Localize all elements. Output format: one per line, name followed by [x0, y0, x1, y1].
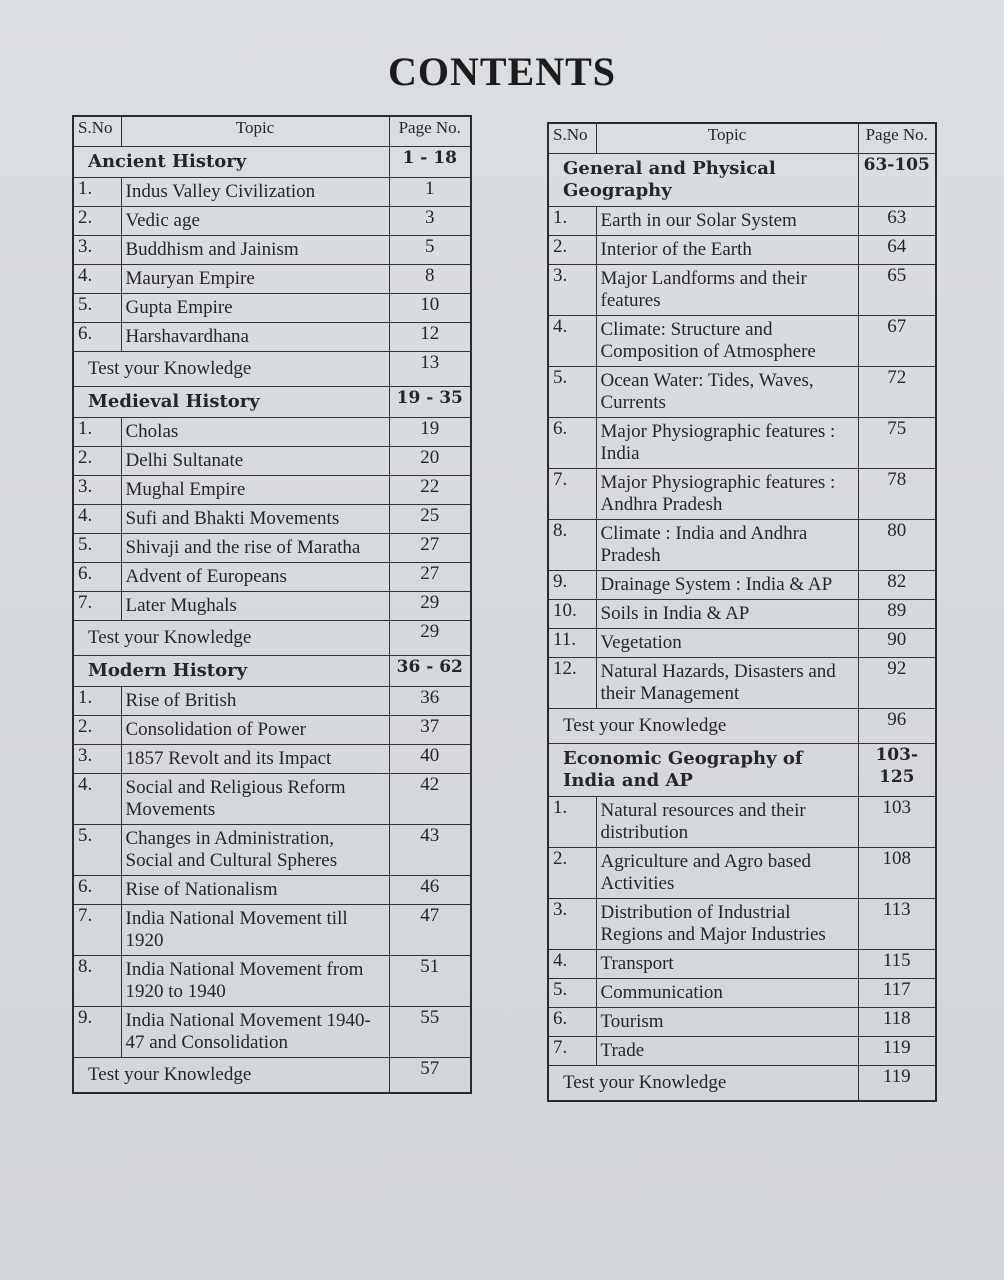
section-pages: 19 - 35: [389, 386, 471, 417]
toc-row: [73, 475, 471, 504]
row-page: 103: [858, 796, 936, 847]
row-topic: 1857 Revolt and its Impact: [121, 744, 389, 773]
toc-row: [548, 978, 936, 1007]
section-title: Medieval History: [73, 386, 389, 417]
row-number: 7.: [73, 904, 121, 955]
row-number: 9.: [548, 570, 596, 599]
toc-row: [73, 562, 471, 591]
row-page: 108: [858, 847, 936, 898]
sno-header: S.No: [73, 116, 121, 146]
section-row: [548, 153, 936, 206]
row-page: 75: [858, 417, 936, 468]
row-number: 12.: [548, 657, 596, 708]
test-knowledge-label: Test your Knowledge: [73, 620, 389, 655]
toc-row: [548, 315, 936, 366]
row-topic: Major Physiographic features : Andhra Pradesh: [596, 468, 858, 519]
row-number: 3.: [73, 744, 121, 773]
row-topic: Ocean Water: Tides, Waves, Currents: [596, 366, 858, 417]
row-number: 3.: [73, 235, 121, 264]
row-page: 10: [389, 293, 471, 322]
row-topic: Trade: [596, 1036, 858, 1065]
row-number: 4.: [548, 315, 596, 366]
toc-row: [73, 235, 471, 264]
page-title: CONTENTS: [387, 49, 617, 94]
toc-row: [548, 1036, 936, 1065]
row-page: 72: [858, 366, 936, 417]
row-number: 7.: [548, 1036, 596, 1065]
row-page: 119: [858, 1036, 936, 1065]
row-page: 29: [389, 591, 471, 620]
row-page: 46: [389, 875, 471, 904]
contents-table-left: [72, 115, 472, 1094]
toc-row: [548, 1007, 936, 1036]
row-page: 1: [389, 177, 471, 206]
row-page: 37: [389, 715, 471, 744]
toc-row: [548, 206, 936, 235]
toc-row: [73, 533, 471, 562]
test-knowledge-page: 13: [389, 351, 471, 386]
row-topic: Advent of Europeans: [121, 562, 389, 591]
section-row: [73, 655, 471, 686]
row-page: 82: [858, 570, 936, 599]
row-number: 9.: [73, 1006, 121, 1057]
toc-row: [548, 847, 936, 898]
test-row: [548, 1065, 936, 1101]
toc-row: [73, 177, 471, 206]
row-page: 27: [389, 533, 471, 562]
row-topic: Buddhism and Jainism: [121, 235, 389, 264]
toc-row: [73, 686, 471, 715]
page-header: Page No.: [858, 123, 936, 153]
row-number: 4.: [548, 949, 596, 978]
row-topic: Soils in India & AP: [596, 599, 858, 628]
row-page: 25: [389, 504, 471, 533]
section-pages: 63-105: [858, 153, 936, 206]
row-page: 42: [389, 773, 471, 824]
toc-row: [548, 628, 936, 657]
row-topic: Consolidation of Power: [121, 715, 389, 744]
row-topic: Vegetation: [596, 628, 858, 657]
row-page: 65: [858, 264, 936, 315]
test-row: [548, 708, 936, 743]
row-page: 43: [389, 824, 471, 875]
row-number: 5.: [73, 824, 121, 875]
header-row: [548, 123, 936, 153]
row-number: 1.: [73, 686, 121, 715]
toc-row: [548, 235, 936, 264]
topic-header: Topic: [596, 123, 858, 153]
test-row: [73, 620, 471, 655]
section-pages: 103-125: [858, 743, 936, 796]
row-number: 7.: [548, 468, 596, 519]
row-page: 55: [389, 1006, 471, 1057]
row-number: 10.: [548, 599, 596, 628]
row-topic: Rise of Nationalism: [121, 875, 389, 904]
toc-row: [73, 773, 471, 824]
row-topic: Earth in our Solar System: [596, 206, 858, 235]
row-topic: Natural resources and their distribution: [596, 796, 858, 847]
row-page: 118: [858, 1007, 936, 1036]
row-topic: India National Movement 1940-47 and Consolidation: [121, 1006, 389, 1057]
row-number: 3.: [548, 264, 596, 315]
toc-row: [73, 293, 471, 322]
row-topic: Social and Religious Reform Movements: [121, 773, 389, 824]
row-number: 6.: [548, 1007, 596, 1036]
section-row: [73, 386, 471, 417]
toc-row: [548, 519, 936, 570]
row-number: 6.: [73, 562, 121, 591]
toc-row: [548, 570, 936, 599]
row-topic: Natural Hazards, Disasters and their Management: [596, 657, 858, 708]
row-topic: Rise of British: [121, 686, 389, 715]
row-number: 2.: [73, 446, 121, 475]
row-page: 3: [389, 206, 471, 235]
row-topic: Harshavardhana: [121, 322, 389, 351]
row-page: 113: [858, 898, 936, 949]
toc-row: [73, 1006, 471, 1057]
contents-table-right: [547, 122, 937, 1102]
row-page: 117: [858, 978, 936, 1007]
section-row: [548, 743, 936, 796]
toc-row: [548, 468, 936, 519]
toc-row: [73, 744, 471, 773]
row-page: 8: [389, 264, 471, 293]
toc-row: [548, 796, 936, 847]
row-number: 6.: [73, 322, 121, 351]
row-topic: Major Physiographic features : India: [596, 417, 858, 468]
row-topic: Agriculture and Agro based Activities: [596, 847, 858, 898]
toc-row: [73, 417, 471, 446]
row-topic: Indus Valley Civilization: [121, 177, 389, 206]
row-page: 90: [858, 628, 936, 657]
row-number: 2.: [73, 206, 121, 235]
test-knowledge-label: Test your Knowledge: [548, 1065, 858, 1101]
row-topic: Later Mughals: [121, 591, 389, 620]
row-number: 5.: [548, 366, 596, 417]
row-page: 67: [858, 315, 936, 366]
row-topic: Vedic age: [121, 206, 389, 235]
row-number: 2.: [548, 847, 596, 898]
row-page: 12: [389, 322, 471, 351]
row-topic: Delhi Sultanate: [121, 446, 389, 475]
toc-row: [73, 322, 471, 351]
row-topic: Changes in Administration, Social and Cultural Spheres: [121, 824, 389, 875]
row-page: 80: [858, 519, 936, 570]
row-topic: Major Landforms and their features: [596, 264, 858, 315]
row-topic: Mughal Empire: [121, 475, 389, 504]
row-page: 78: [858, 468, 936, 519]
toc-row: [548, 657, 936, 708]
row-topic: Distribution of Industrial Regions and Major Industries: [596, 898, 858, 949]
row-topic: Mauryan Empire: [121, 264, 389, 293]
toc-row: [548, 366, 936, 417]
section-row: [73, 146, 471, 177]
row-page: 40: [389, 744, 471, 773]
row-page: 19: [389, 417, 471, 446]
section-title: Economic Geography of India and AP: [548, 743, 858, 796]
test-row: [73, 1057, 471, 1093]
row-page: 63: [858, 206, 936, 235]
page-header: Page No.: [389, 116, 471, 146]
row-topic: Climate: Structure and Composition of Atmosphere: [596, 315, 858, 366]
row-number: 3.: [73, 475, 121, 504]
toc-row: [73, 591, 471, 620]
row-page: 92: [858, 657, 936, 708]
toc-row: [73, 715, 471, 744]
row-topic: Tourism: [596, 1007, 858, 1036]
test-knowledge-label: Test your Knowledge: [548, 708, 858, 743]
row-page: 5: [389, 235, 471, 264]
row-topic: Shivaji and the rise of Maratha: [121, 533, 389, 562]
row-number: 8.: [73, 955, 121, 1006]
row-page: 20: [389, 446, 471, 475]
row-number: 3.: [548, 898, 596, 949]
toc-row: [548, 417, 936, 468]
row-topic: Climate : India and Andhra Pradesh: [596, 519, 858, 570]
test-row: [73, 351, 471, 386]
row-topic: Interior of the Earth: [596, 235, 858, 264]
row-number: 1.: [73, 177, 121, 206]
test-knowledge-page: 29: [389, 620, 471, 655]
toc-row: [73, 904, 471, 955]
section-pages: 1 - 18: [389, 146, 471, 177]
row-number: 2.: [548, 235, 596, 264]
row-page: 89: [858, 599, 936, 628]
row-topic: Gupta Empire: [121, 293, 389, 322]
row-number: 4.: [73, 773, 121, 824]
toc-row: [73, 875, 471, 904]
toc-row: [73, 824, 471, 875]
row-number: 1.: [548, 206, 596, 235]
row-topic: Cholas: [121, 417, 389, 446]
row-page: 22: [389, 475, 471, 504]
row-page: 47: [389, 904, 471, 955]
row-number: 4.: [73, 264, 121, 293]
toc-row: [73, 446, 471, 475]
topic-header: Topic: [121, 116, 389, 146]
section-pages: 36 - 62: [389, 655, 471, 686]
row-page: 64: [858, 235, 936, 264]
row-number: 8.: [548, 519, 596, 570]
test-knowledge-page: 96: [858, 708, 936, 743]
row-number: 2.: [73, 715, 121, 744]
row-number: 7.: [73, 591, 121, 620]
test-knowledge-label: Test your Knowledge: [73, 351, 389, 386]
section-title: Ancient History: [73, 146, 389, 177]
row-page: 115: [858, 949, 936, 978]
row-topic: Transport: [596, 949, 858, 978]
row-page: 36: [389, 686, 471, 715]
row-number: 5.: [548, 978, 596, 1007]
row-number: 1.: [73, 417, 121, 446]
row-number: 5.: [73, 533, 121, 562]
toc-row: [73, 264, 471, 293]
header-row: [73, 116, 471, 146]
row-number: 6.: [73, 875, 121, 904]
sno-header: S.No: [548, 123, 596, 153]
toc-row: [73, 955, 471, 1006]
toc-row: [548, 264, 936, 315]
row-topic: Communication: [596, 978, 858, 1007]
row-topic: Drainage System : India & AP: [596, 570, 858, 599]
row-number: 11.: [548, 628, 596, 657]
toc-row: [548, 949, 936, 978]
row-topic: India National Movement from 1920 to 1940: [121, 955, 389, 1006]
test-knowledge-label: Test your Knowledge: [73, 1057, 389, 1093]
row-number: 5.: [73, 293, 121, 322]
toc-row: [73, 206, 471, 235]
row-topic: India National Movement till 1920: [121, 904, 389, 955]
section-title: General and Physical Geography: [548, 153, 858, 206]
row-number: 4.: [73, 504, 121, 533]
row-number: 6.: [548, 417, 596, 468]
row-topic: Sufi and Bhakti Movements: [121, 504, 389, 533]
toc-row: [548, 898, 936, 949]
row-page: 51: [389, 955, 471, 1006]
row-page: 27: [389, 562, 471, 591]
row-number: 1.: [548, 796, 596, 847]
section-title: Modern History: [73, 655, 389, 686]
toc-row: [548, 599, 936, 628]
test-knowledge-page: 119: [858, 1065, 936, 1101]
test-knowledge-page: 57: [389, 1057, 471, 1093]
toc-row: [73, 504, 471, 533]
